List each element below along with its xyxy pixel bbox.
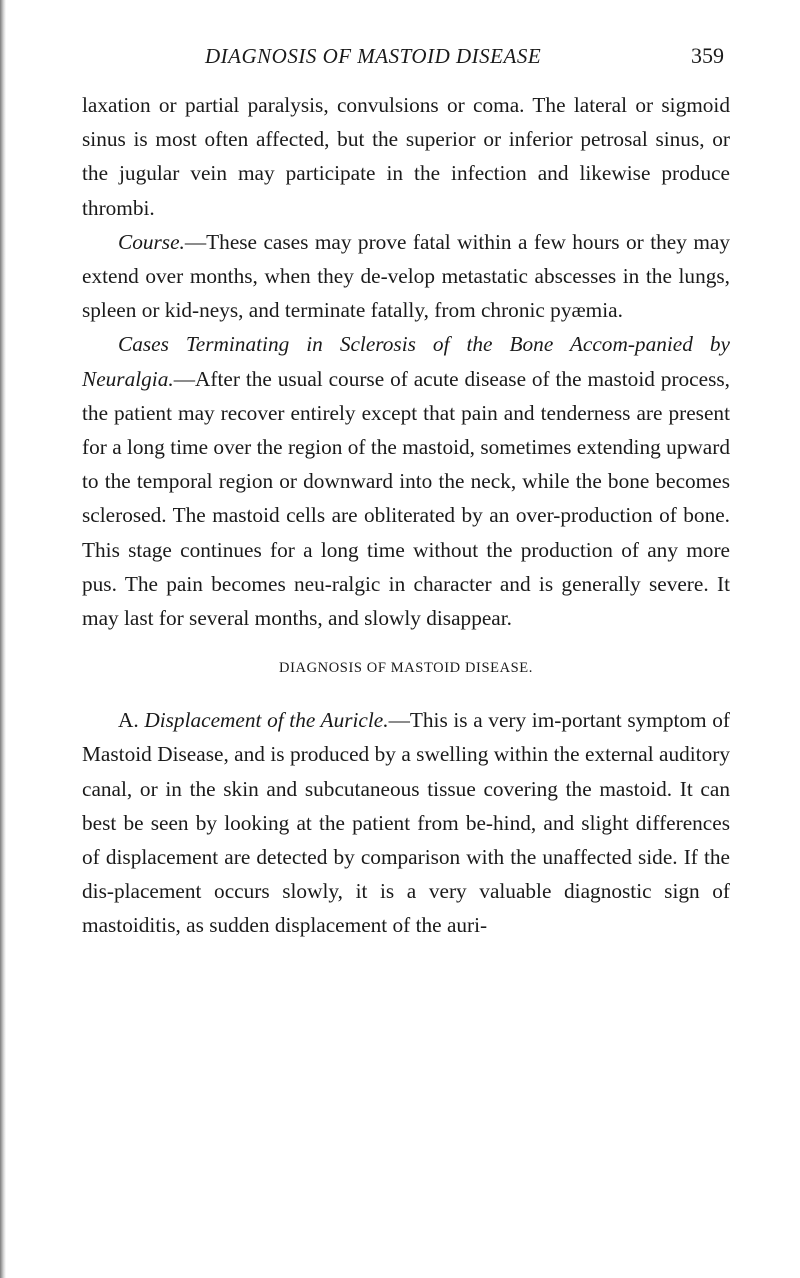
paragraph-text: —After the usual course of acute disease of the mastoid process, the patient may recover entirely except that pain and tenderness are present for a long time over the region of the mastoid, sometimes extending upward to the temporal region or downward into the neck, while the bone becomes sclerosed. The mastoid cells are obliterated by an over-production of bone. This stage continues for a long time without the production of any more pus. The pain becomes neu-ralgic in character and is generally severe. It may last for several months, and slowly disappear. [82,366,730,631]
paragraph-course [82,225,730,328]
paragraph-prefix: A. [118,708,145,733]
body-text [82,88,730,943]
page-number: 359 [691,43,724,68]
paragraph-lead: Course. [118,229,185,254]
paragraph-text: —These cases may prove fatal within a few hours or they may extend over months, when they de-velop metastatic abscesses in the lungs, spleen or kid-neys, and terminate fatally, from chronic pyæmia. [82,229,730,323]
paragraph-lead: Cases Terminating in Sclerosis of the Bone Accom-panied by Neuralgia. [82,332,730,391]
paragraph-lead: Displacement of the Auricle. [144,708,389,733]
page-edge-shadow [0,0,6,1278]
paragraph-continuation [82,88,730,225]
running-title: DIAGNOSIS OF MASTOID DISEASE [205,44,542,68]
paragraph-displacement [82,703,730,942]
paragraph-text: —This is a very im-portant symptom of Mastoid Disease, and is produced by a swelling within the external auditory canal, or in the skin and subcutaneous tissue covering the mastoid. It can best be seen by looking at the patient from be-hind, and slight differences of displacement are detected by comparison with the unaffected side. If the dis-placement occurs slowly, it is a very valuable diagnostic sign of mastoiditis, as sudden displacement of the auri- [82,708,730,938]
paragraph-text: laxation or partial paralysis, convulsions or coma. The lateral or sigmoid sinus is most often affected, but the superior or inferior petrosal sinus, or the jugular vein may participate in the infection and likewise produce thrombi. [82,93,730,220]
paragraph-sclerosis [82,327,730,635]
section-heading: DIAGNOSIS OF MASTOID DISEASE. [279,660,533,677]
